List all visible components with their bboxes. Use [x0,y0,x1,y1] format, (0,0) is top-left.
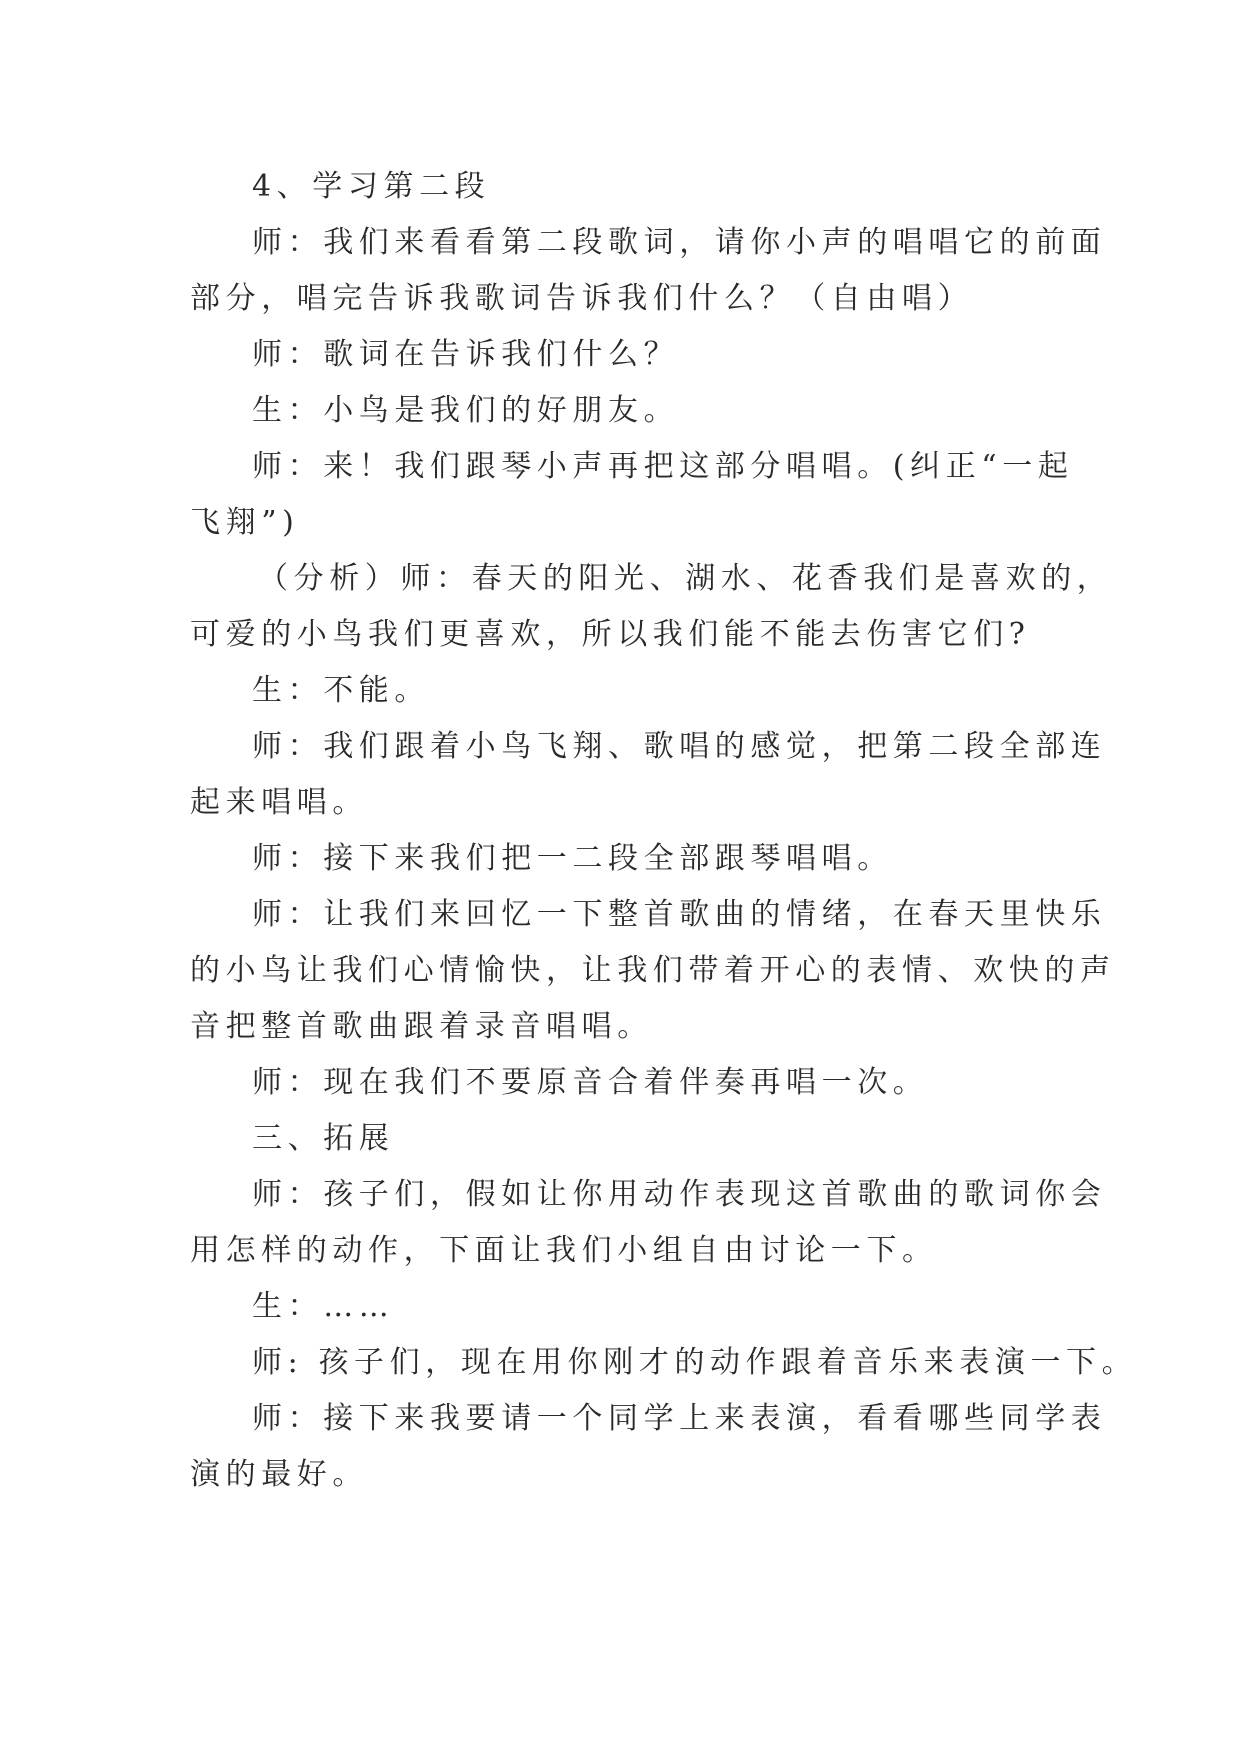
paragraph-line: （分析）师：春天的阳光、湖水、花香我们是喜欢的， [258,561,1113,596]
section-heading: 4、学习第二段 [252,169,491,204]
paragraph-line: 师：现在我们不要原音合着伴奏再唱一次。 [252,1065,929,1100]
paragraph-line: 师：歌词在告诉我们什么？ [252,337,680,372]
paragraph-line: 师：我们来看看第二段歌词，请你小声的唱唱它的前面 [252,225,1107,260]
paragraph-line: 音把整首歌曲跟着录音唱唱。 [190,1009,653,1044]
paragraph-line: 生：小鸟是我们的好朋友。 [252,393,680,428]
paragraph-line: 的小鸟让我们心情愉快，让我们带着开心的表情、欢快的声 [190,953,1116,988]
paragraph-line: 生：…… [252,1289,395,1324]
paragraph-line: 师：孩子们，假如让你用动作表现这首歌曲的歌词你会 [252,1177,1107,1212]
section-heading: 三、拓展 [252,1121,395,1156]
paragraph-line: 生：不能。 [252,673,430,708]
paragraph-line: 师: 孩子们，现在用你刚才的动作跟着音乐来表演一下。 [252,1345,1138,1380]
paragraph-line: 师：来！我们跟琴小声再把这部分唱唱。(纠正“一起 [252,449,1074,484]
paragraph-line: 部分，唱完告诉我歌词告诉我们什么？（自由唱） [190,281,974,316]
paragraph-line: 飞翔”) [190,505,300,540]
paragraph-line: 用怎样的动作，下面让我们小组自由讨论一下。 [190,1233,938,1268]
paragraph-line: 可爱的小鸟我们更喜欢，所以我们能不能去伤害它们? [190,617,1031,652]
paragraph-line: 演的最好。 [190,1457,368,1492]
paragraph-line: 师：我们跟着小鸟飞翔、歌唱的感觉，把第二段全部连 [252,729,1107,764]
paragraph-line: 起来唱唱。 [190,785,368,820]
paragraph-line: 师：接下来我们把一二段全部跟琴唱唱。 [252,841,893,876]
paragraph-line: 师：接下来我要请一个同学上来表演，看看哪些同学表 [252,1401,1107,1436]
paragraph-line: 师：让我们来回忆一下整首歌曲的情绪，在春天里快乐 [252,897,1107,932]
